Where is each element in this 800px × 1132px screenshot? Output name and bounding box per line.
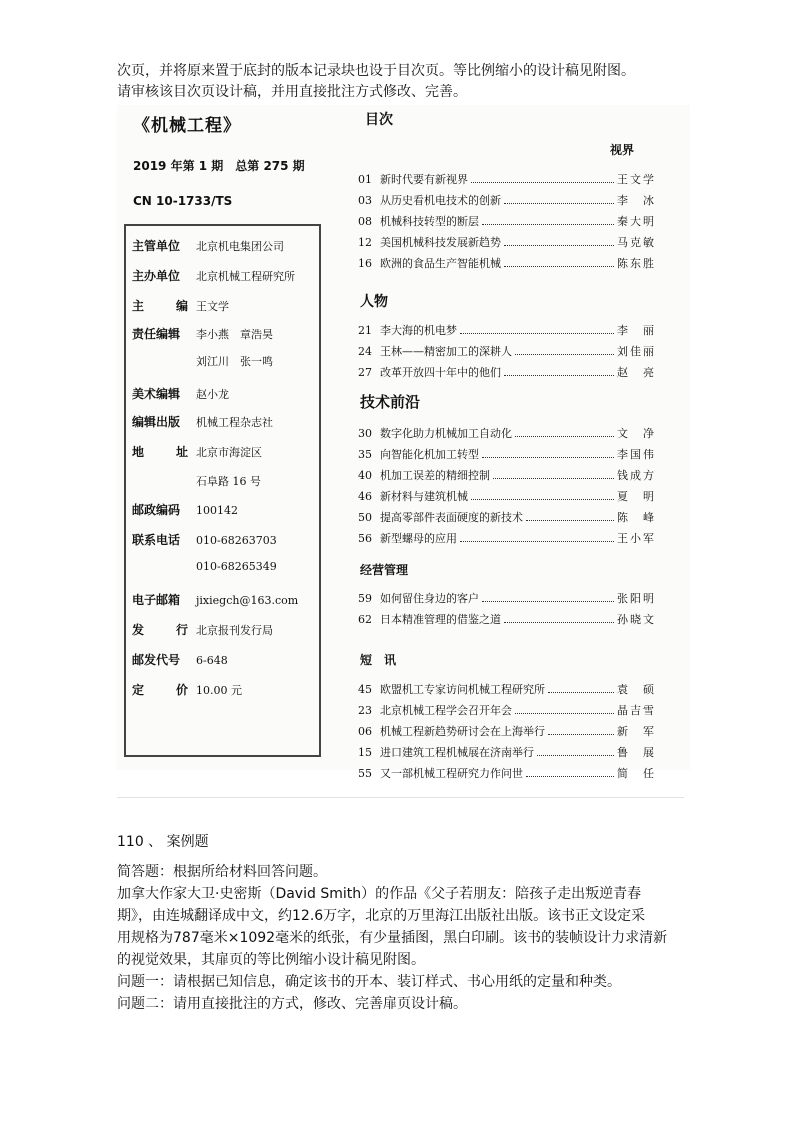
toc-leader-dots bbox=[548, 692, 614, 693]
toc-entry-title: 新时代要有新视界 bbox=[380, 173, 468, 186]
toc-leader-dots bbox=[493, 478, 614, 479]
magazine-title: 《机械工程》 bbox=[133, 116, 241, 136]
toc-entry-title: 如何留住身边的客户 bbox=[380, 592, 479, 605]
toc-leader-dots bbox=[515, 436, 614, 437]
colophon-value: jixiegch@163.com bbox=[196, 594, 299, 607]
toc-page-number: 21 bbox=[358, 324, 372, 337]
colophon-value: 李小燕 章浩昊 bbox=[196, 328, 273, 341]
toc-entry-title: 欧盟机工专家访问机械工程研究所 bbox=[380, 683, 545, 696]
colophon-row bbox=[132, 325, 273, 342]
colophon-row bbox=[132, 501, 238, 518]
toc-leader-dots bbox=[460, 333, 614, 334]
toc-section-title: 人物 bbox=[360, 294, 388, 310]
toc-page-number: 30 bbox=[358, 427, 372, 440]
toc-entry-title: 提高零部件表面硬度的新技术 bbox=[380, 511, 523, 524]
intro-text bbox=[117, 61, 697, 103]
toc-entry-title: 美国机械科技发展新趋势 bbox=[380, 236, 501, 249]
colophon-value: 赵小龙 bbox=[196, 388, 229, 401]
colophon-value: 10.00 元 bbox=[196, 684, 242, 697]
toc-page-number: 40 bbox=[358, 469, 372, 482]
colophon-row bbox=[132, 443, 262, 460]
colophon-value: 010-68263703 bbox=[196, 534, 277, 547]
colophon-label: 定价 bbox=[132, 683, 188, 697]
toc-leader-dots bbox=[537, 755, 614, 756]
toc-entry bbox=[358, 322, 656, 338]
colophon-label: 主管单位 bbox=[132, 239, 181, 253]
intro-line-1: 次页，并将原来置于底封的版本记录块也设于目次页。等比例缩小的设计稿见附图。 bbox=[117, 63, 635, 79]
toc-entry bbox=[358, 171, 656, 187]
colophon-row bbox=[132, 651, 228, 668]
question-line: 问题二：请用直接批注的方式，修改、完善扉页设计稿。 bbox=[117, 996, 467, 1012]
toc-entry-author: 李 冰 bbox=[617, 194, 656, 207]
toc-entry-author: 陈东胜 bbox=[617, 257, 656, 270]
toc-leader-dots bbox=[471, 182, 614, 183]
toc-entry-title: 从历史看机电技术的创新 bbox=[380, 194, 501, 207]
toc-entry-title: 数字化助力机械加工自动化 bbox=[380, 427, 512, 440]
colophon-value: 王文学 bbox=[196, 300, 229, 313]
toc-entry bbox=[358, 611, 656, 627]
toc-entry-author: 夏 明 bbox=[617, 490, 656, 503]
colophon-row bbox=[132, 413, 273, 430]
toc-entry-author: 鲁 展 bbox=[617, 746, 656, 759]
toc-entry-title: 又一部机械工程研究力作问世 bbox=[380, 767, 523, 780]
toc-entry bbox=[358, 255, 656, 271]
toc-page-number: 03 bbox=[358, 194, 372, 207]
question-line: 期》，由连城翻译成中文，约12.6万字，北京的万里海江出版社出版。该书正文设定采 bbox=[117, 908, 646, 924]
toc-entry-title: 北京机械工程学会召开年会 bbox=[380, 704, 512, 717]
colophon-value: 北京报刊发行局 bbox=[196, 624, 273, 637]
toc-page-number: 23 bbox=[358, 704, 372, 717]
toc-entry bbox=[358, 765, 656, 781]
toc-page-number: 15 bbox=[358, 746, 372, 759]
toc-leader-dots bbox=[482, 457, 614, 458]
toc-entry bbox=[358, 590, 656, 606]
toc-entry-author: 简 任 bbox=[617, 767, 656, 780]
colophon-value: 北京机械工程研究所 bbox=[196, 270, 295, 283]
colophon-label: 邮发代号 bbox=[132, 653, 181, 667]
toc-entry-author: 张阳明 bbox=[617, 592, 656, 605]
colophon-label: 美术编辑 bbox=[132, 387, 181, 401]
toc-section-title: 短 讯 bbox=[360, 653, 397, 667]
toc-entry-author: 孙晓文 bbox=[617, 613, 656, 626]
question-line: 加拿大作家大卫·史密斯（David Smith）的作品《父子若朋友：陪孩子走出叛逆青春 bbox=[117, 886, 642, 902]
colophon-row bbox=[132, 591, 298, 608]
toc-leader-dots bbox=[504, 245, 614, 246]
toc-page-number: 27 bbox=[358, 366, 372, 379]
toc-leader-dots bbox=[526, 776, 614, 777]
toc-page-number: 01 bbox=[358, 173, 372, 186]
question-number: 110 、 案例题 bbox=[117, 834, 209, 850]
question-line: 问题一：请根据已知信息，确定该书的开本、装订样式、书心用纸的定量和种类。 bbox=[117, 974, 621, 990]
colophon-row bbox=[132, 473, 261, 489]
toc-entry bbox=[358, 681, 656, 697]
toc-entry-author: 王小军 bbox=[617, 532, 656, 545]
toc-page-number: 56 bbox=[358, 532, 372, 545]
colophon-label: 联系电话 bbox=[132, 533, 181, 547]
toc-design-scan bbox=[117, 105, 690, 780]
cn-number: CN 10-1733/TS bbox=[133, 194, 233, 208]
toc-leader-dots bbox=[515, 354, 614, 355]
question-line: 用规格为787毫米×1092毫米的纸张，有少量插图，黑白印刷。该书的装帧设计力求清新 bbox=[117, 930, 668, 946]
case-question bbox=[117, 831, 697, 1015]
toc-entry bbox=[358, 530, 656, 546]
colophon-row bbox=[132, 297, 229, 314]
toc-entry-author: 赵 亮 bbox=[617, 366, 656, 379]
colophon-label: 主编 bbox=[132, 299, 188, 313]
toc-leader-dots bbox=[504, 622, 614, 623]
toc-entry bbox=[358, 192, 656, 208]
toc-entry-title: 机械工程新趋势研讨会在上海举行 bbox=[380, 725, 545, 738]
toc-entry bbox=[358, 509, 656, 525]
colophon-label: 责任编辑 bbox=[132, 327, 181, 341]
toc-entry-title: 向智能化机加工转型 bbox=[380, 448, 479, 461]
toc-page-number: 35 bbox=[358, 448, 372, 461]
toc-leader-dots bbox=[504, 266, 614, 267]
colophon-row bbox=[132, 237, 284, 254]
intro-line-2: 请审核该目次页设计稿，并用直接批注方式修改、完善。 bbox=[117, 84, 467, 100]
toc-entry-author: 李 丽 bbox=[617, 324, 656, 337]
colophon-value: 010-68265349 bbox=[196, 560, 277, 573]
colophon-label: 电子邮箱 bbox=[132, 593, 181, 607]
toc-entry-title: 新材料与建筑机械 bbox=[380, 490, 468, 503]
colophon-value: 北京市海淀区 bbox=[196, 446, 262, 459]
toc-entry-author: 李国伟 bbox=[617, 448, 656, 461]
toc-section-title: 技术前沿 bbox=[360, 393, 421, 411]
toc-leader-dots bbox=[460, 541, 614, 542]
toc-leader-dots bbox=[515, 713, 614, 714]
toc-entry bbox=[358, 234, 656, 250]
toc-page-number: 24 bbox=[358, 345, 372, 358]
toc-entry-author: 新 军 bbox=[617, 725, 656, 738]
toc-entry-author: 陈 峰 bbox=[617, 511, 656, 524]
colophon-value: 机械工程杂志社 bbox=[196, 416, 273, 429]
toc-entry-title: 欧洲的食品生产智能机械 bbox=[380, 257, 501, 270]
colophon-row bbox=[132, 621, 273, 638]
colophon-label: 主办单位 bbox=[132, 269, 181, 283]
colophon-label: 发行 bbox=[132, 623, 188, 637]
colophon-value: 6-648 bbox=[196, 654, 228, 667]
toc-page-number: 46 bbox=[358, 490, 372, 503]
toc-page-number: 62 bbox=[358, 613, 372, 626]
toc-leader-dots bbox=[504, 203, 614, 204]
toc-section-title: 经营管理 bbox=[360, 563, 409, 577]
toc-entry bbox=[358, 343, 656, 359]
colophon-label: 编辑出版 bbox=[132, 415, 181, 429]
colophon-label: 邮政编码 bbox=[132, 503, 181, 517]
issue-info: 2019 年第 1 期 总第 275 期 bbox=[133, 159, 305, 173]
toc-entry-author: 秦大明 bbox=[617, 215, 656, 228]
toc-leader-dots bbox=[471, 499, 614, 500]
toc-entry bbox=[358, 702, 656, 718]
toc-leader-dots bbox=[548, 734, 614, 735]
toc-heading: 目次 bbox=[365, 112, 393, 128]
colophon-value: 北京机电集团公司 bbox=[196, 240, 284, 253]
colophon-row bbox=[132, 531, 277, 548]
divider bbox=[117, 797, 684, 798]
toc-entry bbox=[358, 446, 656, 462]
toc-leader-dots bbox=[482, 601, 614, 602]
toc-entry-author: 袁 硕 bbox=[617, 683, 656, 696]
colophon-value: 石阜路 16 号 bbox=[196, 475, 261, 488]
toc-leader-dots bbox=[504, 375, 614, 376]
toc-page-number: 16 bbox=[358, 257, 372, 270]
toc-page-number: 55 bbox=[358, 767, 372, 780]
colophon-value: 刘江川 张一鸣 bbox=[196, 355, 273, 368]
toc-entry bbox=[358, 364, 656, 380]
toc-entry-title: 机械科技转型的断层 bbox=[380, 215, 479, 228]
question-line: 的视觉效果，其扉页的等比例缩小设计稿见附图。 bbox=[117, 952, 425, 968]
toc-page-number: 59 bbox=[358, 592, 372, 605]
toc-entry-author: 刘佳丽 bbox=[617, 345, 656, 358]
colophon-row bbox=[132, 385, 229, 402]
toc-entry-title: 李大海的机电梦 bbox=[380, 324, 457, 337]
toc-entry bbox=[358, 213, 656, 229]
toc-entry-author: 文 净 bbox=[617, 427, 656, 440]
colophon-label: 地址 bbox=[132, 445, 188, 459]
toc-page-number: 45 bbox=[358, 683, 372, 696]
toc-entry-title: 日本精准管理的借鉴之道 bbox=[380, 613, 501, 626]
colophon-row bbox=[132, 267, 295, 284]
toc-page-number: 08 bbox=[358, 215, 372, 228]
toc-entry-author: 晶吉雪 bbox=[617, 704, 656, 717]
toc-entry-title: 进口建筑工程机械展在济南举行 bbox=[380, 746, 534, 759]
toc-entry-title: 改革开放四十年中的他们 bbox=[380, 366, 501, 379]
toc-entry-title: 新型螺母的应用 bbox=[380, 532, 457, 545]
toc-page-number: 50 bbox=[358, 511, 372, 524]
colophon-row bbox=[132, 353, 273, 369]
colophon-value: 100142 bbox=[196, 504, 238, 517]
toc-entry-title: 机加工误差的精细控制 bbox=[380, 469, 490, 482]
toc-entry bbox=[358, 467, 656, 483]
toc-leader-dots bbox=[482, 224, 614, 225]
toc-entry bbox=[358, 744, 656, 760]
toc-entry bbox=[358, 723, 656, 739]
toc-page-number: 06 bbox=[358, 725, 372, 738]
toc-entry-author: 马克敏 bbox=[617, 236, 656, 249]
question-line: 简答题：根据所给材料回答问题。 bbox=[117, 864, 327, 880]
colophon-row bbox=[132, 681, 242, 698]
colophon-row bbox=[132, 559, 277, 573]
toc-leader-dots bbox=[526, 520, 614, 521]
toc-entry bbox=[358, 488, 656, 504]
toc-page-number: 12 bbox=[358, 236, 372, 249]
toc-section-title: 视界 bbox=[610, 143, 635, 157]
toc-entry-title: 王林——精密加工的深耕人 bbox=[380, 345, 512, 358]
toc-entry bbox=[358, 425, 656, 441]
colophon-box bbox=[124, 224, 321, 757]
toc-entry-author: 王文学 bbox=[617, 173, 656, 186]
toc-entry-author: 钱成方 bbox=[617, 469, 656, 482]
